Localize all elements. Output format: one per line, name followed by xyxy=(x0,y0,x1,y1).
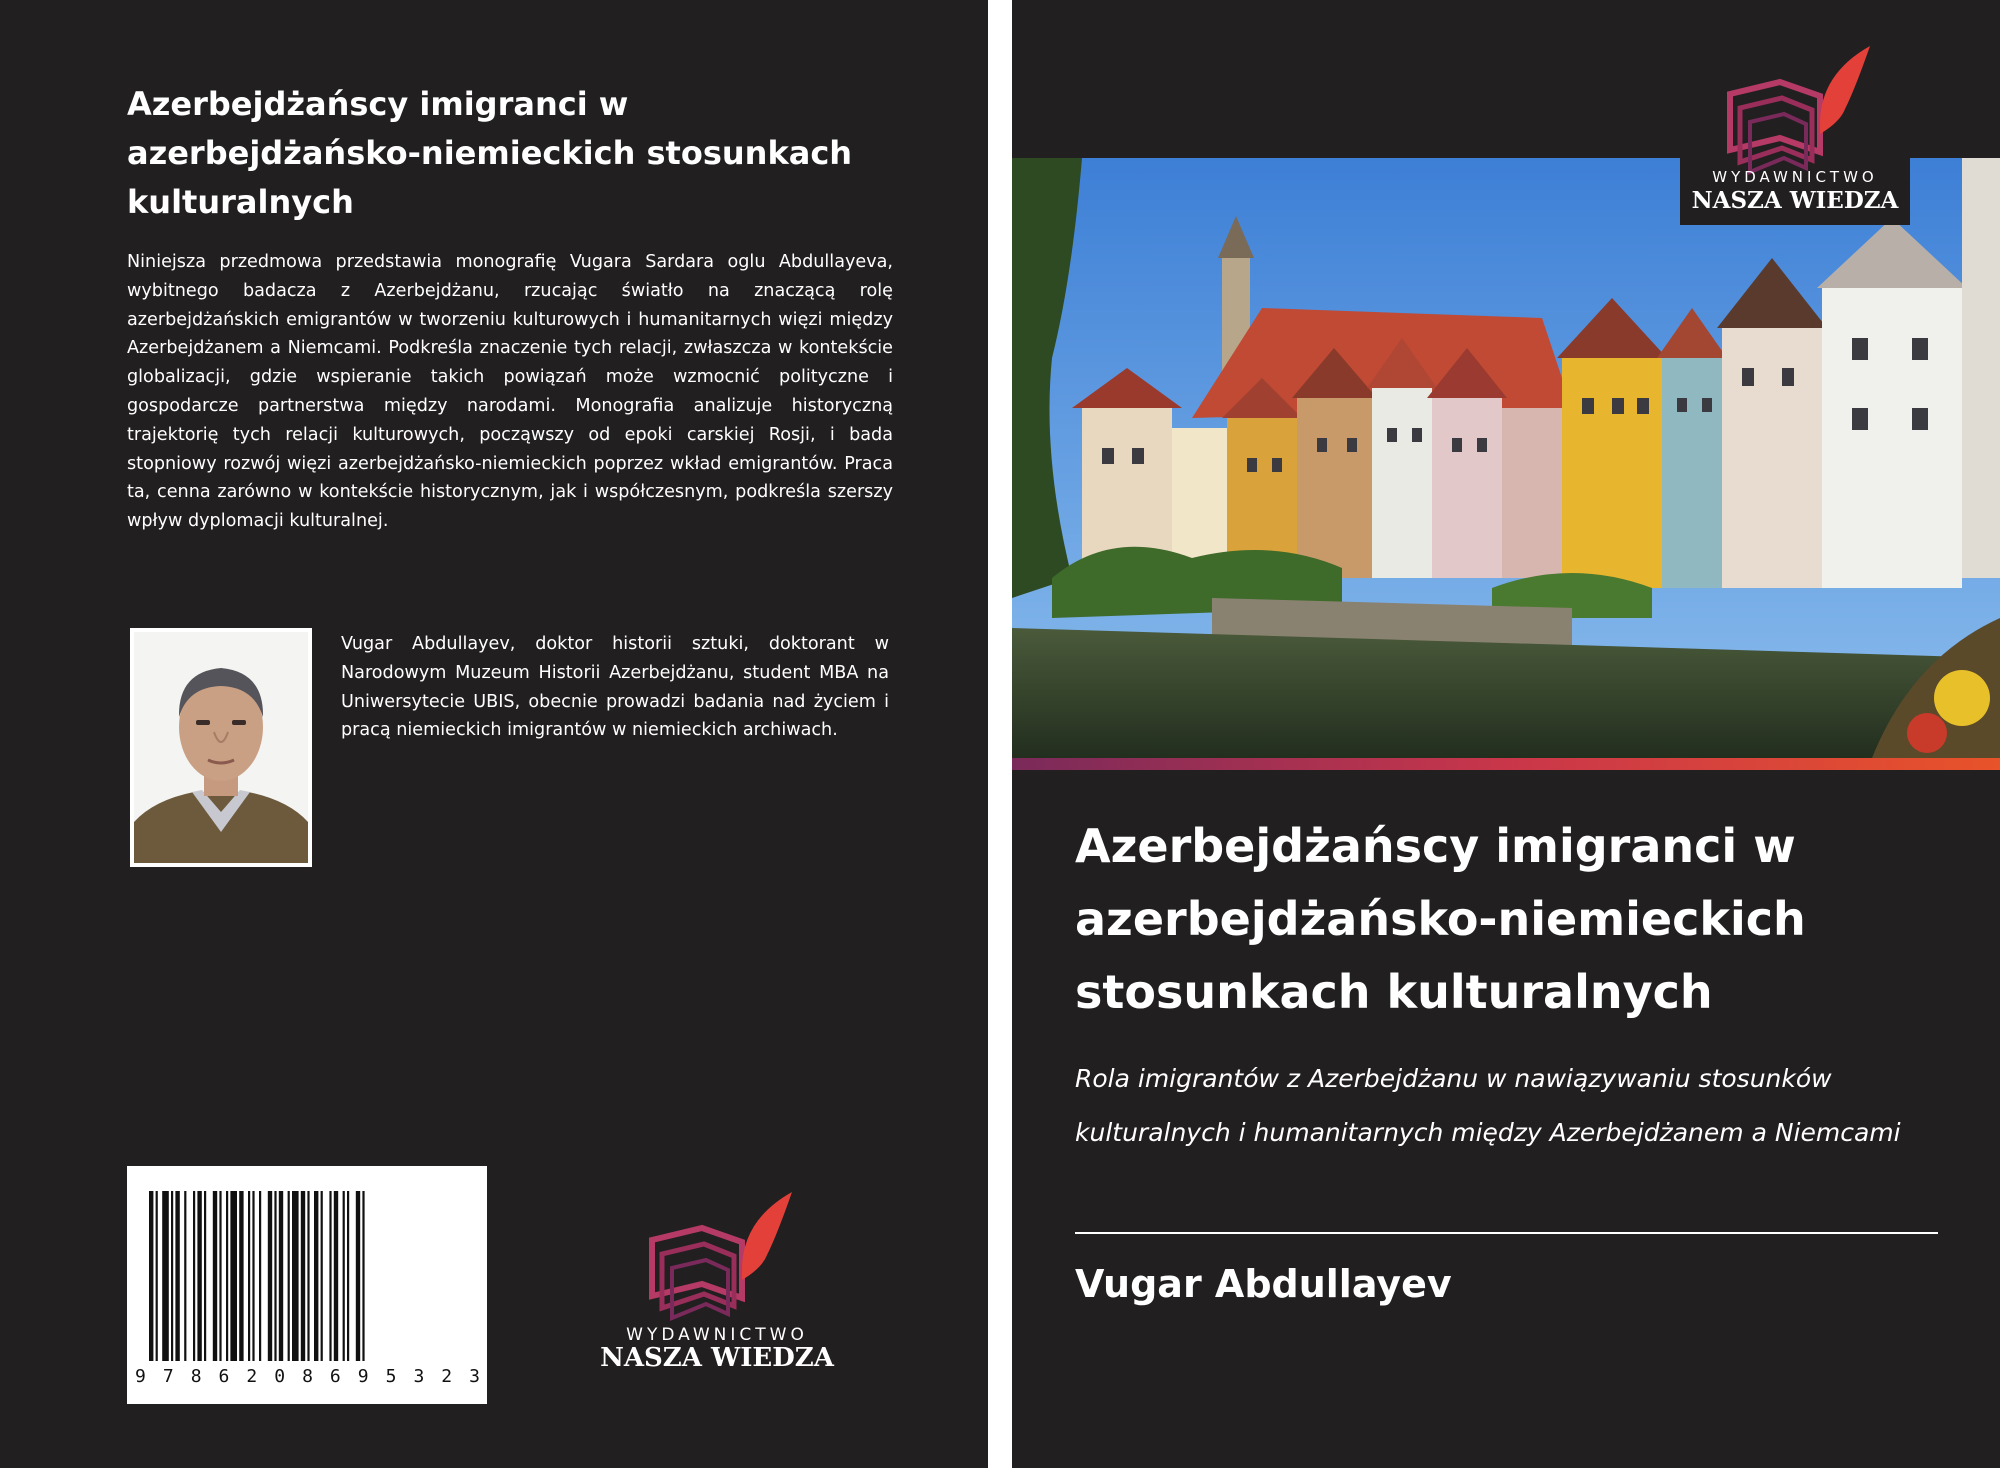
publisher-logo-front xyxy=(1680,40,1910,225)
barcode-bar xyxy=(204,1191,206,1361)
barcode-bar xyxy=(343,1191,345,1361)
publisher-small: WYDAWNICTWO xyxy=(1712,168,1878,186)
barcode-bar xyxy=(356,1191,360,1361)
barcode-bar xyxy=(307,1191,309,1361)
publisher-name: NASZA WIEDZA xyxy=(600,1343,834,1370)
barcode-bar xyxy=(213,1191,217,1361)
barcode-bar xyxy=(279,1191,283,1361)
barcode-bar xyxy=(362,1191,364,1361)
barcode-digit: 6 xyxy=(329,1366,341,1387)
barcode-bar xyxy=(197,1191,201,1361)
barcode-bar xyxy=(239,1191,243,1361)
barcode-bar xyxy=(248,1191,250,1361)
barcode-bar xyxy=(226,1191,228,1361)
barcode-bar xyxy=(334,1191,338,1361)
author-photo xyxy=(130,628,312,867)
barcode-bar xyxy=(347,1191,349,1361)
barcode-bar xyxy=(252,1191,254,1361)
front-cover-author: Vugar Abdullayev xyxy=(1075,1262,1452,1306)
publisher-logo-back xyxy=(592,1180,842,1370)
barcode-bar xyxy=(193,1191,195,1361)
barcode-digit: 0 xyxy=(274,1366,286,1387)
front-cover-subtitle xyxy=(1075,1052,1975,1160)
title-divider xyxy=(1075,1232,1938,1234)
barcode-digit: 8 xyxy=(302,1366,313,1387)
barcode-digit: 6 xyxy=(218,1366,230,1387)
back-cover-title: Azerbejdżańscy imigranci w azerbejdżańsko-niemieckich stosunkach kulturalnych xyxy=(127,85,853,221)
barcode-digit: 3 xyxy=(469,1366,480,1387)
barcode-digit: 5 xyxy=(385,1366,397,1387)
publisher-small: WYDAWNICTWO xyxy=(626,1325,808,1345)
barcode-bar xyxy=(274,1191,276,1361)
barcode-digit: 2 xyxy=(441,1366,453,1387)
back-cover-description: Niniejsza przedmowa przedstawia monografię Vugara Sardara oglu Abdullayeva, wybitnego badacza z Azerbejdżanu, rzucając światło na znaczącą rolę azerbejdżańskich emigrantów w tworzeniu kulturowych i humanitarnych więzi między Azerbejdżanem a Niemcami. Podkreśla znaczenie tych relacji, zwłaszcza w kontekście globalizacji, gdzie wspieranie takich powiązań może wzmocnić polityczne i gospodarcze partnerstwa między narodami. Monografia analizuje historyczną trajektorię tych relacji kulturowych, począwszy od epoki carskiej Rosji, i bada stopniowy rozwój więzi azerbejdżańsko-niemieckich poprzez wkład emigrantów. Praca ta, cenna zarówno w kontekście historycznym, jak i współczesnym, podkreśla szerszy wpływ dyplomacji kulturalnej. xyxy=(127,252,893,532)
barcode-bar xyxy=(329,1191,331,1361)
barcode-digit: 7 xyxy=(162,1366,174,1387)
barcode-bar xyxy=(156,1191,158,1361)
barcode-bar xyxy=(321,1191,323,1361)
barcode-bar xyxy=(288,1191,290,1361)
barcode-bar xyxy=(219,1191,221,1361)
barcode-digits xyxy=(135,1366,480,1387)
cover-photo-tuebingen xyxy=(1012,158,2000,770)
barcode-bars xyxy=(127,1166,487,1366)
barcode-bar xyxy=(259,1191,261,1361)
barcode-bar xyxy=(149,1191,153,1361)
front-cover-title: Azerbejdżańscy imigranci w azerbejdżańsko-niemieckich stosunkach kulturalnych xyxy=(1075,819,1806,1019)
barcode-bar xyxy=(162,1191,169,1361)
barcode-digit: 9 xyxy=(135,1366,146,1387)
subtitle-line-2: kulturalnych i humanitarnych między Azerbejdżanem a Niemcami xyxy=(1075,1118,1901,1147)
barcode-digit: 3 xyxy=(413,1366,425,1387)
publisher-name: NASZA WIEDZA xyxy=(1691,187,1899,214)
barcode-bar xyxy=(175,1191,179,1361)
cover-accent-bar xyxy=(1012,758,2000,770)
book-feather-icon xyxy=(652,1192,792,1318)
book-feather-icon xyxy=(1730,46,1870,172)
barcode-bar xyxy=(171,1191,173,1361)
barcode-digit: 8 xyxy=(190,1366,202,1387)
barcode-digit: 2 xyxy=(246,1366,258,1387)
barcode-bar xyxy=(301,1191,305,1361)
barcode-bar xyxy=(314,1191,318,1361)
author-bio: Vugar Abdullayev, doktor historii sztuki, doktorant w Narodowym Muzeum Historii Azerbejdżanu, student MBA na Uniwersytecie UBIS, obecnie prowadzi badania nad życiem i pracą niemieckich imigrantów w niemieckich archiwach. xyxy=(341,634,889,741)
barcode-bar xyxy=(184,1191,186,1361)
isbn-barcode xyxy=(127,1166,487,1404)
cover-gap xyxy=(988,0,1012,1468)
subtitle-line-1: Rola imigrantów z Azerbejdżanu w nawiązywaniu stosunków xyxy=(1075,1064,1832,1093)
barcode-bar xyxy=(230,1191,237,1361)
barcode-bar xyxy=(268,1191,272,1361)
barcode-digit: 9 xyxy=(357,1366,369,1387)
barcode-bar xyxy=(292,1191,299,1361)
